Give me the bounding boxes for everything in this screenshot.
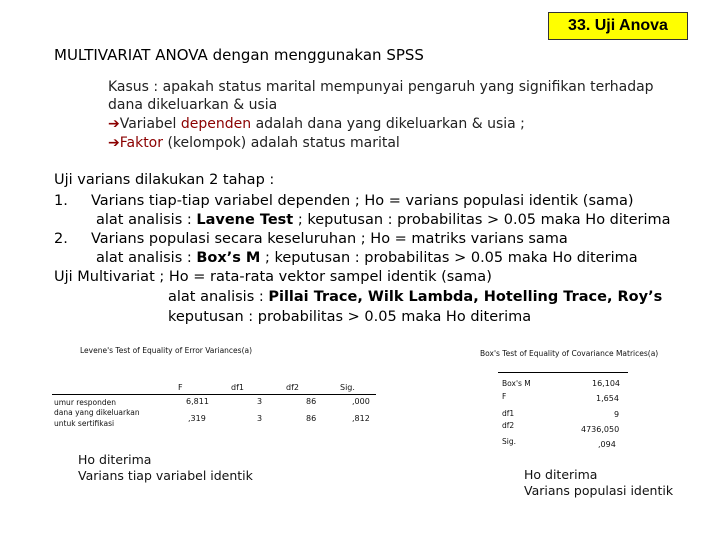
box-row-label-sig: Sig. [502, 437, 516, 446]
levene-row-1-df2: 86 [306, 397, 317, 406]
box-row-value-f: 1,654 [596, 394, 619, 403]
levene-conclusion-2: Varians tiap variabel identik [78, 468, 253, 483]
uji-multivariat: Uji Multivariat ; Ho = rata-rata vektor sampel identik (sama) [54, 269, 492, 285]
uji-item-2-sub-pre: alat analisis : [96, 250, 197, 266]
kasus-line-3-pre: Variabel [119, 116, 181, 132]
uji-item-1-sub [96, 212, 671, 228]
box-row-label-df2: df2 [502, 421, 515, 430]
keyword-dependen: dependen [180, 116, 252, 132]
levene-header-df1: df1 [231, 383, 244, 392]
box-conclusion-2: Varians populasi identik [524, 483, 674, 498]
uji-item-1-sub-pre: alat analisis : [96, 212, 197, 228]
box-row-value-boxm: 16,104 [592, 379, 620, 388]
uji-item-2-sub-post: ; keputusan : probabilitas > 0.05 maka Ho diterima [260, 250, 638, 266]
lavene-test-label: Lavene Test [196, 212, 294, 228]
arrow-right-icon: ➔ [108, 116, 120, 132]
box-row-label-df1: df1 [502, 409, 515, 418]
box-row-value-sig: ,094 [598, 440, 616, 449]
arrow-right-icon: ➔ [108, 135, 120, 151]
uji-item-1-num: 1. [54, 193, 68, 209]
kasus-line-4-post: (kelompok) adalah status marital [163, 135, 400, 151]
box-m-label: Box’s M [196, 250, 261, 266]
kasus-line-3 [108, 116, 525, 132]
box-table-title: Box's Test of Equality of Covariance Matrices(a) [480, 349, 659, 358]
uji-multivariat-decision: keputusan : probabilitas > 0.05 maka Ho diterima [168, 309, 532, 325]
uji-multivariat-sub [168, 289, 662, 305]
kasus-line-4 [108, 135, 400, 151]
levene-conclusion-1: Ho diterima [78, 452, 152, 467]
box-row-value-df1: 9 [614, 410, 620, 419]
slide-title-badge: 33. Uji Anova [548, 12, 688, 40]
box-row-label-boxm: Box's M [502, 379, 531, 388]
levene-header-sig: Sig. [340, 383, 355, 392]
kasus-line-3-post: adalah dana yang dikeluarkan & usia ; [251, 116, 525, 132]
uji-title: Uji varians dilakukan 2 tahap : [54, 172, 275, 188]
levene-row-1-df1: 3 [257, 397, 263, 406]
keyword-faktor: Faktor [119, 135, 163, 151]
levene-row-2-sig: ,812 [352, 414, 370, 423]
box-conclusion-1: Ho diterima [524, 467, 598, 482]
levene-row-1-label: umur responden [54, 398, 116, 407]
levene-row-2-label-a: dana yang dikeluarkan [54, 408, 140, 417]
levene-row-2-df1: 3 [257, 414, 263, 423]
levene-row-1-sig: ,000 [352, 397, 370, 406]
levene-row-2-df2: 86 [306, 414, 317, 423]
uji-item-2: Varians populasi secara keseluruhan ; Ho = matriks varians sama [91, 231, 568, 247]
levene-header-f: F [178, 383, 183, 392]
levene-row-1-f: 6,811 [186, 397, 209, 406]
uji-item-2-sub [96, 250, 638, 266]
page-heading: MULTIVARIAT ANOVA dengan menggunakan SPSS [54, 46, 424, 64]
box-row-value-df2: 4736,050 [581, 425, 620, 434]
uji-item-1: Varians tiap-tiap variabel dependen ; Ho = varians populasi identik (sama) [91, 193, 634, 209]
levene-header-rule [52, 394, 376, 395]
box-row-label-f: F [502, 392, 507, 401]
box-table-top-rule [498, 372, 628, 373]
kasus-line-1: Kasus : apakah status marital mempunyai pengaruh yang signifikan terhadap [108, 79, 654, 95]
levene-row-2-label-b: untuk sertifikasi [54, 419, 115, 428]
levene-table-title: Levene's Test of Equality of Error Variances(a) [80, 346, 253, 355]
uji-item-2-num: 2. [54, 231, 68, 247]
levene-row-2-f: ,319 [188, 414, 206, 423]
multivariate-tests-label: Pillai Trace, Wilk Lambda, Hotelling Trace, Roy’s [268, 289, 663, 305]
uji-item-1-sub-post: ; keputusan : probabilitas > 0.05 maka Ho diterima [293, 212, 671, 228]
uji-multivariat-sub-pre: alat analisis : [168, 289, 269, 305]
levene-header-df2: df2 [286, 383, 299, 392]
kasus-line-2: dana dikeluarkan & usia [108, 97, 278, 113]
